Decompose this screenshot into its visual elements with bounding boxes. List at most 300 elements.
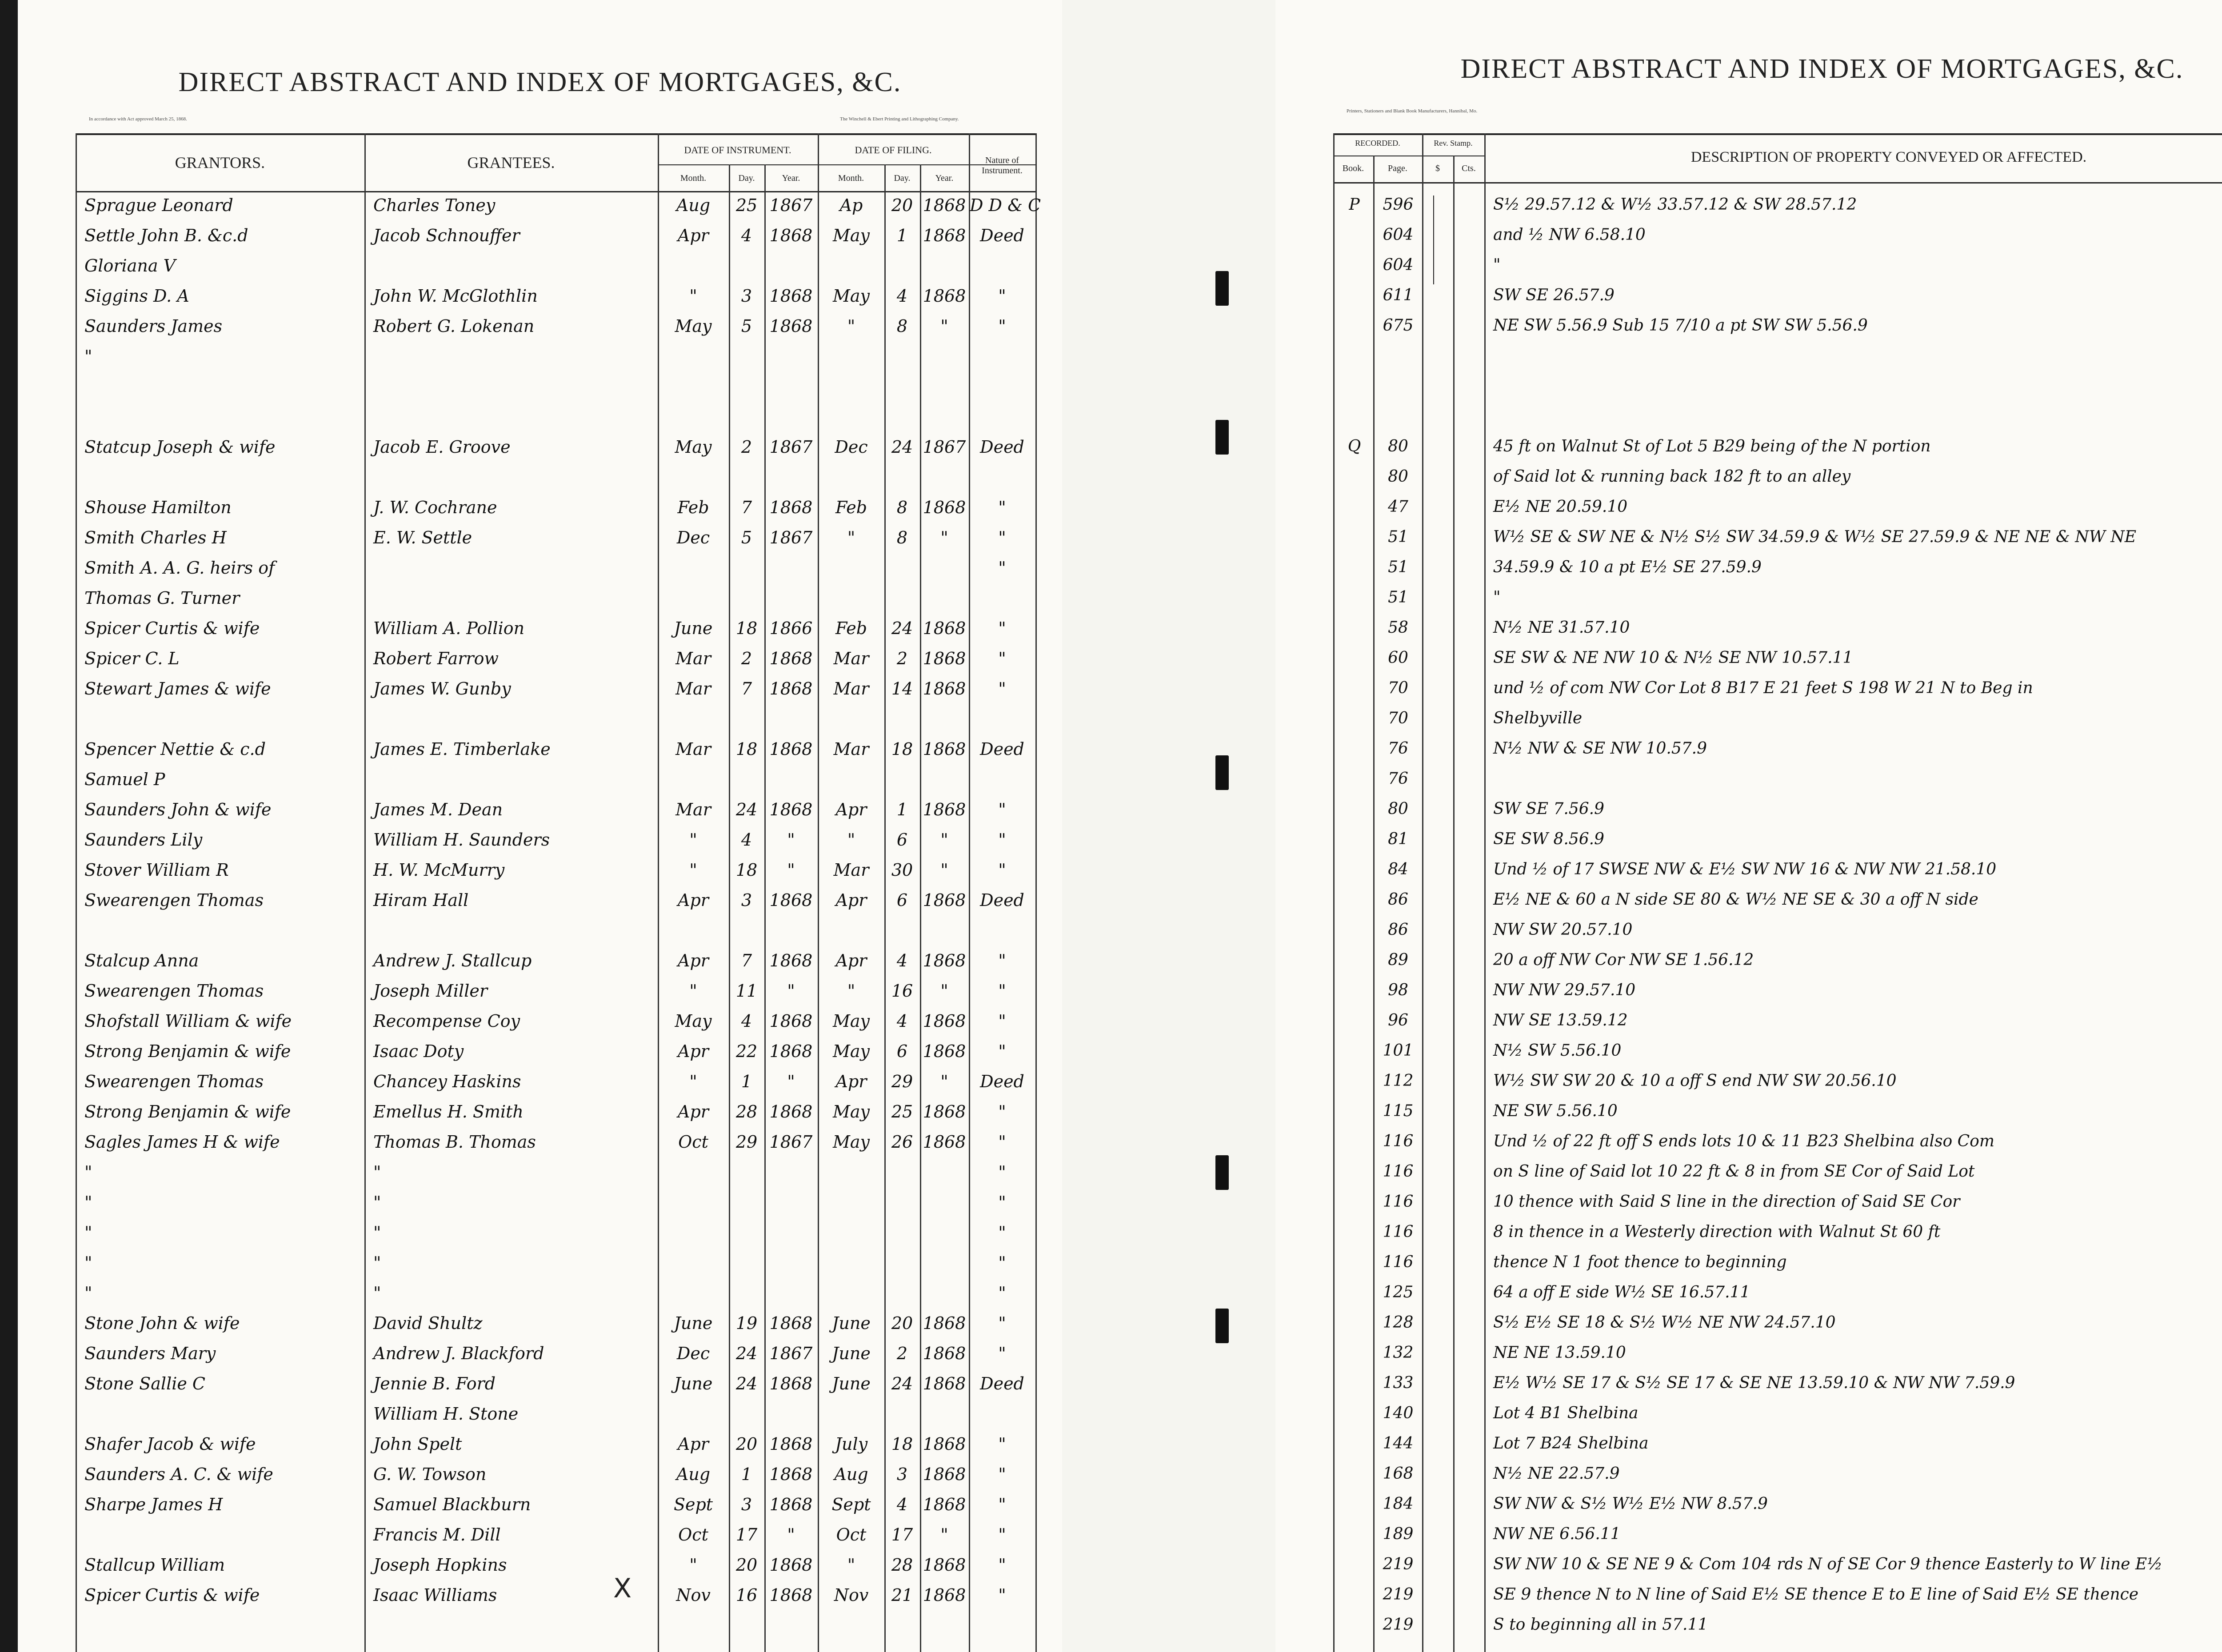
property-description: W½ SW SW 20 & 10 a off S end NW SW 20.56.10 — [1493, 1072, 1897, 1090]
grantee-name: " — [373, 1253, 381, 1273]
instrument-year: 1868 — [769, 1041, 813, 1061]
page-number: 116 — [1383, 1162, 1414, 1181]
instrument-day: 20 — [735, 1555, 758, 1575]
grantor-name: Spicer Curtis & wife — [84, 1585, 260, 1605]
grantee-name: Andrew J. Stallcup — [373, 951, 532, 970]
page-number: 86 — [1388, 921, 1408, 939]
filing-day: 8 — [896, 316, 908, 336]
ledger-row — [18, 226, 1062, 252]
nature-of-instrument: " — [998, 1555, 1006, 1575]
ledger-row — [1275, 679, 2222, 706]
page-number: 70 — [1388, 679, 1408, 697]
nature-of-instrument: Deed — [980, 226, 1024, 245]
ledger-row — [1275, 1344, 2222, 1370]
ledger-row — [1275, 1464, 2222, 1491]
grantor-name: Shouse Hamilton — [84, 498, 232, 517]
grantee-name: Andrew J. Blackford — [373, 1344, 544, 1363]
ledger-row — [1275, 1374, 2222, 1401]
property-description: NW NE 6.56.11 — [1493, 1525, 1621, 1543]
filing-month: Nov — [834, 1585, 869, 1605]
grantee-name: " — [373, 1162, 381, 1182]
page-number: 51 — [1388, 588, 1408, 607]
ledger-row — [1275, 800, 2222, 826]
ledger-row — [18, 649, 1062, 675]
grantor-name: " — [84, 1253, 92, 1273]
instrument-year: 1868 — [769, 1313, 813, 1333]
ledger-row — [18, 286, 1062, 313]
filing-day: 4 — [896, 286, 908, 306]
instrument-month: Mar — [675, 800, 711, 819]
book-letter: P — [1349, 196, 1360, 214]
instrument-month: June — [674, 619, 713, 638]
instrument-month: " — [689, 981, 697, 1001]
book-header: Book. — [1342, 164, 1364, 173]
page-number: 101 — [1383, 1041, 1414, 1060]
ledger-row — [18, 407, 1062, 434]
filing-day: 1 — [896, 226, 908, 245]
ledger-row — [1275, 709, 2222, 736]
filing-year: 1867 — [923, 437, 966, 457]
filing-year: 1868 — [923, 286, 966, 306]
nature-of-instrument: " — [998, 316, 1006, 336]
ledger-row — [1275, 770, 2222, 796]
filing-year: " — [940, 981, 948, 1001]
filing-year-header: Year. — [935, 173, 954, 183]
nature-of-instrument: " — [998, 1132, 1006, 1152]
filing-month: May — [832, 1102, 870, 1121]
nature-of-instrument: " — [998, 528, 1006, 547]
ledger-row — [18, 437, 1062, 464]
grantee-name: Samuel Blackburn — [373, 1495, 531, 1514]
filing-year: 1868 — [923, 739, 966, 759]
property-description: NW NW 29.57.10 — [1493, 981, 1636, 999]
filing-month: Apr — [835, 800, 867, 819]
right-page-title: DIRECT ABSTRACT AND INDEX OF MORTGAGES, &C. — [1460, 54, 2184, 84]
instrument-day: 29 — [735, 1132, 758, 1152]
binding-hole — [1215, 755, 1229, 790]
instrument-month: May — [675, 437, 712, 457]
ledger-row — [18, 1011, 1062, 1038]
instrument-month: Dec — [676, 1344, 710, 1363]
grantor-name: Sprague Leonard — [84, 196, 233, 215]
filing-month: Mar — [833, 860, 869, 880]
instrument-year: 1867 — [769, 1132, 813, 1152]
filing-month: Feb — [835, 498, 867, 517]
ledger-row — [1275, 1132, 2222, 1159]
ledger-row — [1275, 377, 2222, 403]
filing-day: 6 — [896, 1041, 908, 1061]
grantee-name: J. W. Cochrane — [373, 498, 497, 517]
grantee-name: Chancey Haskins — [373, 1072, 521, 1091]
ledger-row — [18, 1434, 1062, 1461]
nature-of-instrument: Deed — [980, 1374, 1024, 1393]
property-description: N½ NE 31.57.10 — [1493, 619, 1630, 637]
instrument-day: 7 — [741, 951, 752, 970]
page-number: 84 — [1388, 860, 1408, 878]
filing-day: 21 — [891, 1585, 913, 1605]
grantor-name: Sagles James H & wife — [84, 1132, 280, 1152]
instrument-day: 18 — [735, 860, 758, 880]
filing-year: 1868 — [923, 1132, 966, 1152]
page-number: 89 — [1388, 951, 1408, 969]
ledger-row — [18, 528, 1062, 555]
instrument-day: 5 — [741, 316, 752, 336]
grantor-name: Saunders John & wife — [84, 800, 272, 819]
grantee-name: William H. Saunders — [373, 830, 550, 850]
ledger-row — [18, 256, 1062, 283]
grantee-name: James E. Timberlake — [373, 739, 551, 759]
filing-month: July — [835, 1434, 868, 1454]
grantor-name: Strong Benjamin & wife — [84, 1041, 291, 1061]
ledger-row — [1275, 316, 2222, 343]
ledger-row — [18, 951, 1062, 978]
instrument-day: 17 — [735, 1525, 758, 1544]
page-number: 132 — [1383, 1344, 1414, 1362]
filing-year: 1868 — [923, 649, 966, 668]
filing-day: 4 — [896, 951, 908, 970]
filing-year: 1868 — [923, 800, 966, 819]
page-number: 219 — [1383, 1616, 1414, 1634]
grantor-name: Settle John B. &c.d — [84, 226, 248, 245]
instrument-month: Mar — [675, 739, 711, 759]
property-description: und ½ of com NW Cor Lot 8 B17 E 21 feet S 198 W 21 N to Beg in — [1493, 679, 2033, 697]
grantor-name: Sharpe James H — [84, 1495, 223, 1514]
page-number: 125 — [1383, 1283, 1414, 1301]
property-description: 34.59.9 & 10 a pt E½ SE 27.59.9 — [1493, 558, 1762, 576]
filing-month: Apr — [835, 1072, 867, 1091]
instrument-day: 18 — [735, 619, 758, 638]
filing-year: 1868 — [923, 1344, 966, 1363]
ledger-row — [1275, 1193, 2222, 1219]
ledger-row — [18, 830, 1062, 857]
header-bottom-rule — [76, 191, 1035, 192]
right-printer-credit: Printers, Stationers and Blank Book Manufacturers, Hannibal, Mo. — [1347, 108, 1478, 114]
property-description: NE NE 13.59.10 — [1493, 1344, 1626, 1362]
filing-day: 28 — [891, 1555, 913, 1575]
ledger-row — [1275, 1011, 2222, 1038]
page-number: 168 — [1383, 1464, 1414, 1483]
ledger-row — [1275, 1434, 2222, 1461]
left-printer-credit: The Winchell & Ebert Printing and Lithographing Company. — [840, 116, 959, 122]
nature-of-instrument: " — [998, 1313, 1006, 1333]
page-number: 140 — [1383, 1404, 1414, 1422]
binding-hole — [1215, 420, 1229, 455]
instrument-year: 1867 — [769, 528, 813, 547]
filing-day: 26 — [891, 1132, 913, 1152]
filing-day: 20 — [891, 196, 913, 215]
book-gutter — [1062, 0, 1275, 1652]
filing-month: Oct — [836, 1525, 867, 1544]
instrument-year: 1868 — [769, 1464, 813, 1484]
binding-hole — [1215, 1309, 1229, 1343]
page-number: 144 — [1383, 1434, 1414, 1452]
ledger-row — [18, 921, 1062, 947]
filing-month: Feb — [835, 619, 867, 638]
instrument-month: " — [689, 286, 697, 306]
filing-day: 25 — [891, 1102, 913, 1121]
grantor-name: " — [84, 347, 92, 366]
instrument-month: Aug — [676, 1464, 711, 1484]
ledger-row — [18, 196, 1062, 222]
ledger-row — [18, 1585, 1062, 1612]
page-number: 96 — [1388, 1011, 1408, 1030]
ledger-row — [1275, 649, 2222, 675]
ledger-row — [18, 1464, 1062, 1491]
ledger-row — [1275, 347, 2222, 373]
property-description: E½ NE 20.59.10 — [1493, 498, 1628, 516]
ledger-row — [1275, 951, 2222, 978]
instrument-year: 1868 — [769, 1555, 813, 1575]
ledger-row — [18, 588, 1062, 615]
grantee-name: Charles Toney — [373, 196, 496, 215]
ledger-row — [18, 316, 1062, 343]
page-number: 115 — [1383, 1102, 1414, 1120]
filing-year: 1868 — [923, 619, 966, 638]
property-description: S½ 29.57.12 & W½ 33.57.12 & SW 28.57.12 — [1493, 196, 1857, 214]
filing-day: 20 — [891, 1313, 913, 1333]
instrument-day: 28 — [735, 1102, 758, 1121]
property-description: thence N 1 foot thence to beginning — [1493, 1253, 1787, 1271]
page-number: 116 — [1383, 1132, 1414, 1150]
grantee-name: " — [373, 1193, 381, 1212]
filing-day: 6 — [896, 830, 908, 850]
grantee-name: Robert G. Lokenan — [373, 316, 535, 336]
grantee-name: Recompense Coy — [373, 1011, 520, 1031]
filing-year: 1868 — [923, 196, 966, 215]
page-number: 219 — [1383, 1585, 1414, 1604]
filing-month: " — [847, 316, 855, 336]
recorded-header: RECORDED. — [1355, 139, 1400, 148]
ledger-row — [18, 860, 1062, 887]
instrument-month: " — [689, 830, 697, 850]
grantee-name: Isaac Williams — [373, 1585, 497, 1605]
day-header: Day. — [738, 173, 755, 183]
filing-month: May — [832, 1132, 870, 1152]
filing-day: 17 — [891, 1525, 913, 1544]
nature-of-instrument: " — [998, 1525, 1006, 1544]
grantee-name: E. W. Settle — [373, 528, 472, 547]
grantee-name: John Spelt — [373, 1434, 462, 1454]
filing-month: June — [832, 1374, 871, 1393]
property-description: NW SE 13.59.12 — [1493, 1011, 1628, 1030]
ledger-row — [18, 1283, 1062, 1310]
instrument-month: Apr — [678, 951, 709, 970]
page-number: 611 — [1383, 286, 1414, 304]
nature-of-instrument: D D & C — [970, 196, 1041, 215]
instrument-year: 1867 — [769, 437, 813, 457]
filing-year: 1868 — [923, 1434, 966, 1454]
grantor-name: " — [84, 1162, 92, 1182]
ledger-row — [1275, 1162, 2222, 1189]
filing-day: 1 — [896, 800, 908, 819]
instrument-day: 22 — [735, 1041, 758, 1061]
filing-year: " — [940, 1525, 948, 1544]
filing-month: May — [832, 226, 870, 245]
right-ledger-page — [1275, 0, 2222, 1652]
instrument-day: 5 — [741, 528, 752, 547]
grantee-name: " — [373, 1283, 381, 1303]
grantee-name: William A. Pollion — [373, 619, 525, 638]
instrument-day: 7 — [741, 498, 752, 517]
ledger-row — [1275, 1041, 2222, 1068]
nature-of-instrument: " — [998, 1283, 1006, 1303]
property-description: NE SW 5.56.9 Sub 15 7/10 a pt SW SW 5.56.9 — [1493, 316, 1868, 335]
grantor-name: Stallcup William — [84, 1555, 225, 1575]
instrument-year: 1868 — [769, 1434, 813, 1454]
property-description: Shelbyville — [1493, 709, 1583, 727]
dollars-header: $ — [1435, 164, 1440, 173]
ledger-row — [1275, 1585, 2222, 1612]
ledger-row — [1275, 619, 2222, 645]
instrument-day: 24 — [735, 1374, 758, 1393]
nature-of-instrument: " — [998, 1011, 1006, 1031]
ledger-row — [18, 1525, 1062, 1552]
filing-day: 24 — [891, 1374, 913, 1393]
instrument-year: 1868 — [769, 226, 813, 245]
nature-of-instrument: " — [998, 649, 1006, 668]
instrument-day: 24 — [735, 1344, 758, 1363]
ledger-row — [1275, 739, 2222, 766]
page-header: Page. — [1388, 164, 1407, 173]
ledger-row — [18, 498, 1062, 524]
instrument-day: 4 — [741, 226, 752, 245]
nature-of-instrument: " — [998, 830, 1006, 850]
ledger-row — [18, 981, 1062, 1008]
left-act-notice: In accordance with Act approved March 25, 1868. — [89, 116, 187, 122]
grantor-name: Stewart James & wife — [84, 679, 271, 698]
property-description: 64 a off E side W½ SE 16.57.11 — [1493, 1283, 1750, 1301]
ledger-row — [18, 347, 1062, 373]
ledger-row — [18, 1193, 1062, 1219]
grantee-name: Joseph Hopkins — [373, 1555, 507, 1575]
grantor-name: Smith Charles H — [84, 528, 227, 547]
header-top-rule — [1333, 133, 2222, 135]
filing-day: 14 — [891, 679, 913, 698]
grantor-name: Swearengen Thomas — [84, 1072, 264, 1091]
filing-year: 1868 — [923, 1102, 966, 1121]
grantee-name: H. W. McMurry — [373, 860, 505, 880]
grantee-name: William H. Stone — [373, 1404, 519, 1424]
nature-of-instrument: " — [998, 1344, 1006, 1363]
grantor-name: Spicer C. L — [84, 649, 180, 668]
ledger-row — [18, 1072, 1062, 1098]
filing-year: " — [940, 316, 948, 336]
filing-day: 2 — [896, 1344, 908, 1363]
grantor-name: Samuel P — [84, 770, 165, 789]
grantee-name: Emellus H. Smith — [373, 1102, 524, 1121]
property-description: SW NW 10 & SE NE 9 & Com 104 rds N of SE Cor 9 thence Easterly to W line E½ — [1493, 1555, 2163, 1573]
instrument-month: Apr — [678, 1102, 709, 1121]
grantee-name: Robert Farrow — [373, 649, 499, 668]
filing-month: June — [832, 1313, 871, 1333]
instrument-year: 1868 — [769, 649, 813, 668]
filing-month-header: Month. — [838, 173, 864, 183]
filing-year: 1868 — [923, 1464, 966, 1484]
filing-year: 1868 — [923, 1313, 966, 1333]
grantor-name: Smith A. A. G. heirs of — [84, 558, 275, 578]
instrument-year: " — [787, 1525, 795, 1544]
instrument-day: 11 — [735, 981, 758, 1001]
filing-month: May — [832, 286, 870, 306]
instrument-day: 4 — [741, 830, 752, 850]
filing-month: Ap — [839, 196, 863, 215]
filing-year: 1868 — [923, 951, 966, 970]
grantee-name: Isaac Doty — [373, 1041, 464, 1061]
ledger-row — [1275, 498, 2222, 524]
filing-year: " — [940, 830, 948, 850]
ledger-row — [1275, 1404, 2222, 1431]
property-description: Und ½ of 22 ft off S ends lots 10 & 11 B23 Shelbina also Com — [1493, 1132, 1994, 1150]
instrument-year: " — [787, 860, 795, 880]
filing-month: Apr — [835, 890, 867, 910]
instrument-month: Mar — [675, 649, 711, 668]
grantor-name: Gloriana V — [84, 256, 176, 275]
ledger-row — [1275, 1283, 2222, 1310]
instrument-year: 1866 — [769, 619, 813, 638]
filing-day: 24 — [891, 437, 913, 457]
property-description: 10 thence with Said S line in the direction of Said SE Cor — [1493, 1193, 1960, 1211]
property-description: E½ W½ SE 17 & S½ SE 17 & SE NE 13.59.10 & NW NW 7.59.9 — [1493, 1374, 2015, 1392]
instrument-year: 1868 — [769, 739, 813, 759]
page-number: 70 — [1388, 709, 1408, 727]
filing-year: 1868 — [923, 1495, 966, 1514]
instrument-month: Sept — [673, 1495, 713, 1514]
grantor-name: Shafer Jacob & wife — [84, 1434, 256, 1454]
ledger-row — [18, 679, 1062, 706]
instrument-year: 1868 — [769, 679, 813, 698]
filing-year: 1868 — [923, 679, 966, 698]
page-number: 219 — [1383, 1555, 1414, 1573]
page-number: 81 — [1388, 830, 1408, 848]
grantor-name: " — [84, 1193, 92, 1212]
property-description: SW NW & S½ W½ E½ NW 8.57.9 — [1493, 1495, 1768, 1513]
property-description: SE 9 thence N to N line of Said E½ SE thence E to E line of Said E½ SE thence — [1493, 1585, 2139, 1604]
ledger-row — [18, 1162, 1062, 1189]
grantee-name: David Shultz — [373, 1313, 483, 1333]
grantee-name: Joseph Miller — [373, 981, 488, 1001]
grantee-name: Jennie B. Ford — [373, 1374, 496, 1393]
grantor-name: Spencer Nettie & c.d — [84, 739, 266, 759]
page-number: 76 — [1388, 739, 1408, 758]
nature-of-instrument: " — [998, 1434, 1006, 1454]
instrument-month: " — [689, 1555, 697, 1575]
filing-month: Mar — [833, 649, 869, 668]
grantee-name: Francis M. Dill — [373, 1525, 501, 1544]
page-number: 112 — [1383, 1072, 1414, 1090]
ledger-row — [18, 1253, 1062, 1280]
ledger-row — [1275, 1223, 2222, 1249]
filing-day: 16 — [891, 981, 913, 1001]
instrument-day: 3 — [741, 286, 752, 306]
property-description: SE SW & NE NW 10 & N½ SE NW 10.57.11 — [1493, 649, 1853, 667]
grantor-name: Siggins D. A — [84, 286, 189, 306]
instrument-day: 24 — [735, 800, 758, 819]
instrument-month: Oct — [678, 1525, 708, 1544]
instrument-month: June — [674, 1313, 713, 1333]
instrument-month: " — [689, 860, 697, 880]
filing-year: 1868 — [923, 1585, 966, 1605]
filing-year: " — [940, 528, 948, 547]
nature-of-instrument: " — [998, 286, 1006, 306]
grantor-name: Saunders Lily — [84, 830, 203, 850]
ledger-row — [1275, 467, 2222, 494]
ledger-row — [18, 1041, 1062, 1068]
nature-of-instrument: Deed — [980, 890, 1024, 910]
instrument-year: 1868 — [769, 951, 813, 970]
property-description: NW SW 20.57.10 — [1493, 921, 1633, 939]
instrument-year: 1868 — [769, 800, 813, 819]
nature-of-instrument: " — [998, 1253, 1006, 1273]
